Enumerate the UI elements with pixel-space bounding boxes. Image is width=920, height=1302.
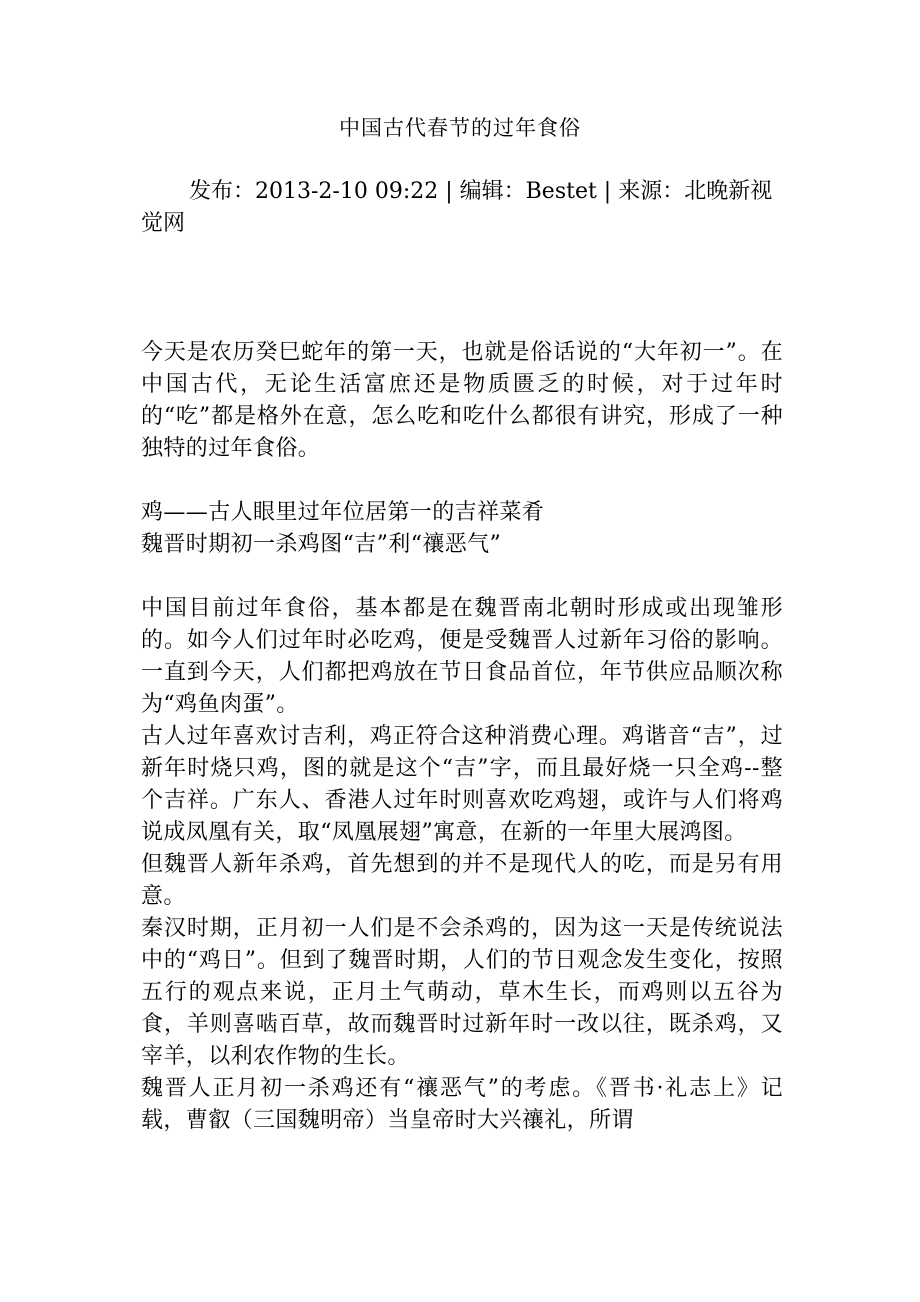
section-heading-line-1: 鸡——古人眼里过年位居第一的吉祥菜肴 — [141, 500, 545, 525]
article-body — [141, 337, 783, 1137]
section-heading-line-2: 魏晋时期初一杀鸡图“吉”利“禳恶气” — [141, 532, 502, 557]
body-paragraph: 但魏晋人新年杀鸡，首先想到的并不是现代人的吃，而是另有用意。 — [141, 852, 783, 909]
body-paragraph: 中国目前过年食俗，基本都是在魏晋南北朝时形成或出现雏形的。如今人们过年时必吃鸡，便是受魏晋人过新年习俗的影响。一直到今天，人们都把鸡放在节日食品首位，年节供应品顺次称为“鸡鱼肉蛋”。 — [141, 596, 783, 717]
article-meta: 发布：2013-2-10 09:22 | 编辑：Bestet | 来源：北晚新视觉网 — [141, 179, 773, 236]
paragraph-gap — [141, 465, 783, 497]
body-paragraph: 魏晋人正月初一杀鸡还有“禳恶气”的考虑。《晋书·礼志上》记载，曹叡（三国魏明帝）当皇帝时大兴禳礼，所谓 — [141, 1076, 783, 1133]
body-paragraph: 秦汉时期，正月初一人们是不会杀鸡的，因为这一天是传统说法中的“鸡日”。但到了魏晋时期，人们的节日观念发生变化，按照五行的观点来说，正月土气萌动，草木生长，而鸡则以五谷为食，羊则喜啮百草，故而魏晋时过新年时一改以往，既杀鸡，又宰羊，以利农作物的生长。 — [141, 916, 783, 1069]
body-paragraph: 古人过年喜欢讨吉利，鸡正符合这种消费心理。鸡谐音“吉”，过新年时烧只鸡，图的就是这个“吉”字，而且最好烧一只全鸡--整个吉祥。广东人、香港人过年时则喜欢吃鸡翅，或许与人们将鸡说成凤凰有关，取“凤凰展翅”寓意，在新的一年里大展鸿图。 — [141, 724, 783, 845]
article-title: 中国古代春节的过年食俗 — [339, 116, 581, 140]
intro-paragraph: 今天是农历癸巳蛇年的第一天，也就是俗话说的“大年初一”。在中国古代，无论生活富庶还是物质匮乏的时候，对于过年时的“吃”都是格外在意，怎么吃和吃什么都很有讲究，形成了一种独特的过年食俗。 — [141, 340, 783, 461]
paragraph-gap — [141, 561, 783, 593]
